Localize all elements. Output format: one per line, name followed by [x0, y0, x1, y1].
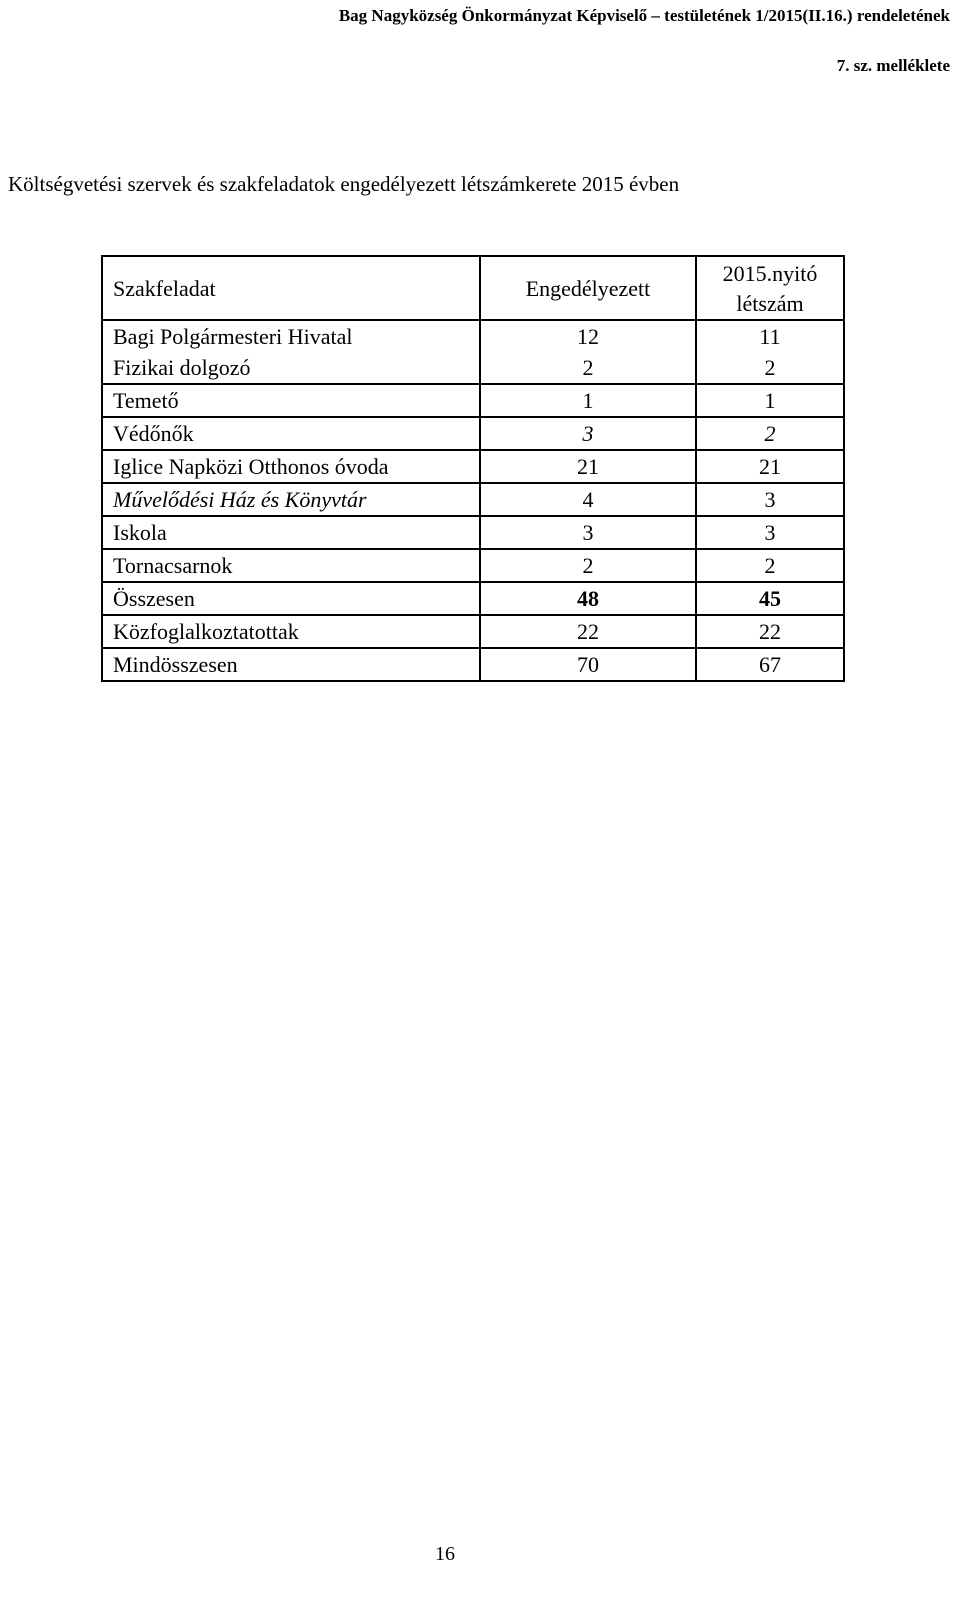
row-opening: 67 — [696, 648, 844, 681]
table-row — [102, 450, 844, 483]
table-row — [102, 417, 844, 450]
table-row — [102, 615, 844, 648]
row-opening: 45 — [696, 582, 844, 615]
table-row-total — [102, 582, 844, 615]
row-approved: 4 — [480, 483, 696, 516]
row-opening: 2 — [696, 352, 844, 384]
row-opening: 1 — [696, 384, 844, 417]
row-approved: 2 — [480, 352, 696, 384]
row-opening: 3 — [696, 516, 844, 549]
row-label: Temető — [102, 384, 480, 417]
row-approved: 2 — [480, 549, 696, 582]
table-row-grand-total — [102, 648, 844, 681]
table-row — [102, 483, 844, 516]
row-opening: 22 — [696, 615, 844, 648]
table-row — [102, 352, 844, 384]
row-approved: 48 — [480, 582, 696, 615]
page-number: 16 — [435, 1543, 455, 1565]
row-label: Iskola — [102, 516, 480, 549]
row-label: Tornacsarnok — [102, 549, 480, 582]
annex-label: 7. sz. melléklete — [836, 56, 950, 75]
staff-table — [101, 255, 845, 682]
header-szakfeladat: Szakfeladat — [102, 256, 480, 320]
row-label: Iglice Napközi Otthonos óvoda — [102, 450, 480, 483]
row-approved: 12 — [480, 320, 696, 352]
row-approved: 3 — [480, 516, 696, 549]
header-nyito-letszam — [696, 256, 844, 320]
row-opening: 11 — [696, 320, 844, 352]
row-opening: 2 — [696, 549, 844, 582]
row-approved: 21 — [480, 450, 696, 483]
row-opening: 2 — [696, 417, 844, 450]
table-row — [102, 549, 844, 582]
page-title: Költségvetési szervek és szakfeladatok engedélyezett létszámkerete 2015 évben — [8, 172, 680, 196]
header-nyito: 2015.nyitó — [722, 261, 818, 286]
header-engedelyezett: Engedélyezett — [480, 256, 696, 320]
row-label: Védőnők — [102, 417, 480, 450]
row-label: Fizikai dolgozó — [102, 352, 480, 384]
document-header: Bag Nagyközség Önkormányzat Képviselő – testületének 1/2015(II.16.) rendeletének — [338, 6, 950, 25]
row-opening: 21 — [696, 450, 844, 483]
table-row — [102, 320, 844, 352]
row-approved: 22 — [480, 615, 696, 648]
table-row — [102, 384, 844, 417]
row-label: Művelődési Ház és Könyvtár — [102, 483, 480, 516]
row-approved: 70 — [480, 648, 696, 681]
row-opening: 3 — [696, 483, 844, 516]
row-label: Bagi Polgármesteri Hivatal — [102, 320, 480, 352]
table-header-row — [102, 256, 844, 320]
row-label: Közfoglalkoztatottak — [102, 615, 480, 648]
row-label: Összesen — [102, 582, 480, 615]
row-label: Mindösszesen — [102, 648, 480, 681]
table-row — [102, 516, 844, 549]
row-approved: 1 — [480, 384, 696, 417]
row-approved: 3 — [480, 417, 696, 450]
header-letszam: létszám — [736, 291, 804, 316]
